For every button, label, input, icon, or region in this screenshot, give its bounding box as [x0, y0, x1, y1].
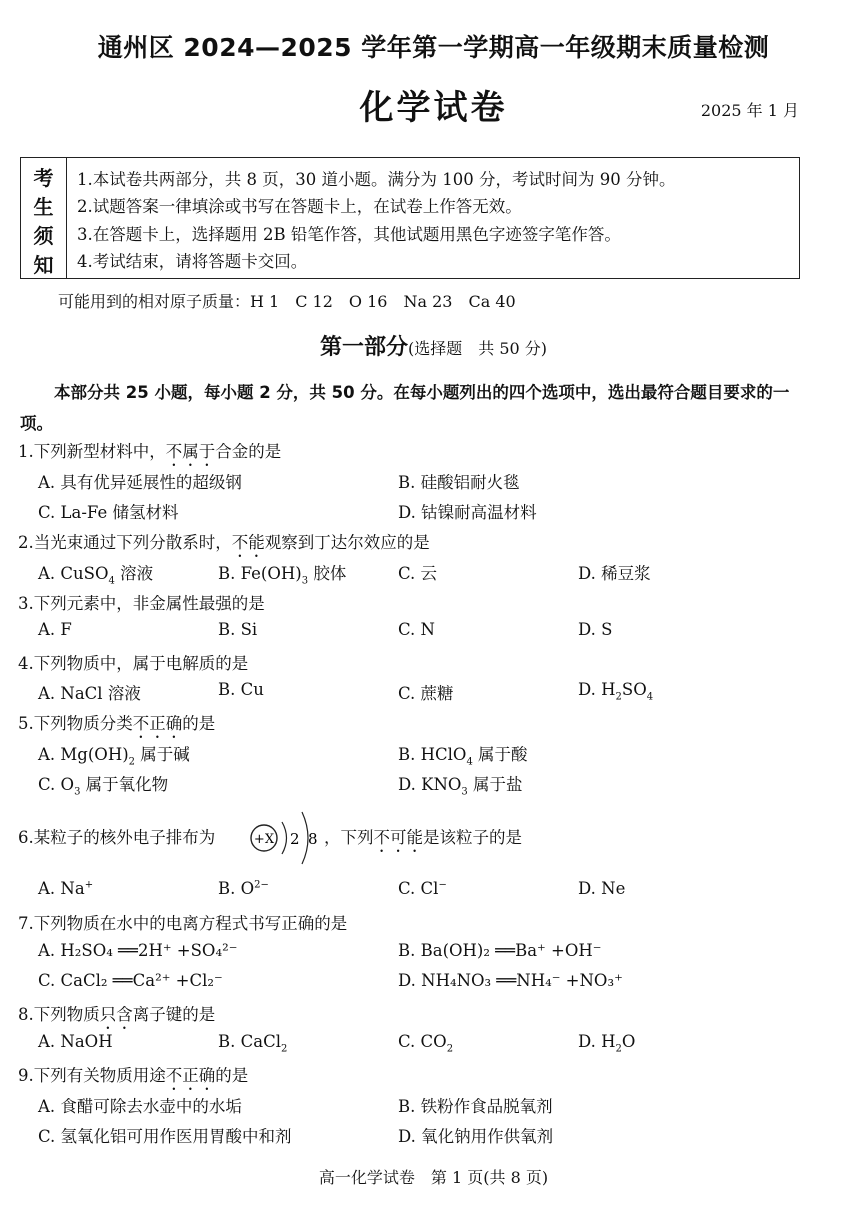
option-d[interactable]: D. NH₄NO₃ ══NH₄⁻ +NO₃⁺: [398, 971, 623, 990]
question-3: 3.下列元素中，非金属性最强的是: [18, 594, 265, 613]
question-text: 2.当光束通过下列分散系时，: [18, 533, 232, 552]
notice-item: 2.试题答案一律填涂或书写在答题卡上，在试卷上作答无效。: [77, 197, 522, 217]
notice-item: 4.考试结束，请将答题卡交回。: [77, 252, 308, 272]
part-one-subtitle: (选择题 共 50 分): [407, 339, 548, 358]
question-text: 的是: [182, 714, 216, 733]
option-b[interactable]: B. $Fe(OH)_3$ 胶体: [218, 564, 347, 587]
option-b[interactable]: B. $O^{2-}$: [218, 879, 269, 898]
option-a[interactable]: A. 具有优异延展性的超级钢: [38, 473, 242, 492]
option-c[interactable]: C. Cl−: [398, 879, 447, 898]
option-c[interactable]: C. $O_3$ 属于氧化物: [38, 775, 169, 798]
notice-item: 1.本试卷共两部分，共 8 页，30 道小题。满分为 100 分，考试时间为 90 分钟。: [77, 169, 676, 189]
option-a[interactable]: A. Na+: [38, 879, 94, 898]
option-d[interactable]: D. $H_2SO_4$: [578, 680, 654, 703]
option-c[interactable]: C. $CO_2$: [398, 1032, 454, 1055]
option-c[interactable]: C. CaCl₂ ══Ca²⁺ +Cl₂⁻: [38, 971, 223, 990]
question-7: 7.下列物质在水中的电离方程式书写正确的是: [18, 914, 348, 933]
exam-title: 通州区 2024—2025 学年第一学期高一年级期末质量检测: [97, 33, 770, 62]
option-d[interactable]: D. S: [578, 620, 613, 639]
option-d[interactable]: D. $KNO_3$ 属于盐: [398, 775, 523, 798]
option-b[interactable]: B. 硅酸铝耐火毯: [398, 473, 520, 492]
question-text: 9.下列有关物质用途: [18, 1066, 166, 1085]
part-one-title: 第一部分: [319, 335, 408, 360]
notice-label-char: 生: [33, 195, 54, 219]
atomic-masses: 可能用到的相对原子质量：H 1 C 12 O 16 Na 23 Ca 40: [58, 292, 516, 311]
notice-items: [67, 158, 799, 278]
notice-label: [21, 158, 67, 278]
option-c[interactable]: C. La-Fe 储氢材料: [38, 503, 179, 522]
question-5: [18, 710, 215, 742]
question-text: 的是: [215, 1066, 249, 1085]
option-c[interactable]: C. 云: [398, 564, 438, 583]
notice-item: 3.在答题卡上，选择题用 2B 铅笔作答，其他试题用黑色字迹签字笔作答。: [77, 224, 621, 244]
part-one-instructions: 本部分共 25 小题，每小题 2 分，共 50 分。在每小题列出的四个选项中，选出最符合题目要求的一项。: [20, 383, 790, 433]
option-a[interactable]: A. NaCl 溶液: [38, 684, 141, 703]
option-b[interactable]: B. Ba(OH)₂ ══Ba⁺ +OH⁻: [398, 941, 602, 960]
option-a[interactable]: A. NaOH: [38, 1032, 113, 1051]
question-text: 离子键的是: [132, 1005, 216, 1024]
notice-box: [20, 157, 800, 279]
option-a[interactable]: A. CuSO$_4$ 溶液: [38, 564, 154, 587]
question-4: 4.下列物质中，属于电解质的是: [18, 654, 249, 673]
part-one-heading: [0, 330, 867, 361]
option-c[interactable]: C. 氢氧化铝可用作医用胃酸中和剂: [38, 1127, 292, 1146]
question-9: [18, 1062, 248, 1094]
notice-label-char: 知: [33, 253, 54, 277]
page-footer: 高一化学试卷 第 1 页(共 8 页): [318, 1168, 549, 1187]
emphasis-text: 不正确: [165, 1066, 216, 1085]
question-6-text-end: ，下列不可能是该粒子的是: [324, 828, 522, 847]
option-a[interactable]: A. 食醋可除去水壶中的水垢: [38, 1097, 242, 1116]
option-d[interactable]: D. Ne: [578, 879, 626, 898]
question-2: [18, 529, 430, 561]
emphasis-text: 不能: [231, 533, 265, 552]
option-d[interactable]: D. $H_2O$: [578, 1032, 636, 1055]
question-text: 观察到丁达尔效应的是: [264, 533, 430, 552]
electron-shell-1: [282, 822, 287, 854]
question-1: [18, 438, 281, 470]
question-text: 8.下列物质: [18, 1005, 100, 1024]
option-a[interactable]: A. $Mg(OH)_2$ 属于碱: [38, 745, 190, 768]
option-b[interactable]: B. Si: [218, 620, 258, 639]
option-b[interactable]: B. HClO$_4$ 属于酸: [398, 745, 528, 768]
notice-label-char: 须: [33, 224, 54, 248]
option-d[interactable]: D. 稀豆浆: [578, 564, 651, 583]
emphasis-text: 只含: [99, 1005, 133, 1024]
question-text: 合金的是: [215, 442, 282, 461]
shell-2-electrons: 8: [308, 830, 318, 848]
nucleus-charge: +X: [253, 832, 275, 847]
option-c[interactable]: C. N: [398, 620, 435, 639]
option-d[interactable]: D. 钴镍耐高温材料: [398, 503, 537, 522]
option-b[interactable]: B. 铁粉作食品脱氧剂: [398, 1097, 553, 1116]
question-text: 5.下列物质分类: [18, 714, 133, 733]
option-d[interactable]: D. 氧化钠用作供氧剂: [398, 1127, 554, 1146]
notice-label-char: 考: [33, 166, 54, 190]
option-c[interactable]: C. 蔗糖: [398, 684, 454, 703]
emphasis-text: 不属于: [165, 442, 216, 461]
exam-date: 2025 年 1 月: [700, 101, 799, 120]
option-a[interactable]: A. F: [38, 620, 72, 639]
subject-title: 化学试卷: [359, 88, 508, 128]
question-6-text-start: 6.某粒子的核外电子排布为: [18, 828, 216, 847]
option-b[interactable]: B. Cu: [218, 680, 264, 699]
question-8: [18, 1001, 215, 1033]
option-b[interactable]: B. CaCl$_2$: [218, 1032, 288, 1055]
emphasis-text: 不正确: [132, 714, 183, 733]
question-text: 1.下列新型材料中，: [18, 442, 166, 461]
atom-structure-diagram: [248, 808, 328, 868]
option-a[interactable]: A. H₂SO₄ ══2H⁺ +SO₄²⁻: [38, 941, 238, 960]
emphasis-text: 不可能: [373, 828, 423, 847]
shell-1-electrons: 2: [290, 830, 300, 848]
